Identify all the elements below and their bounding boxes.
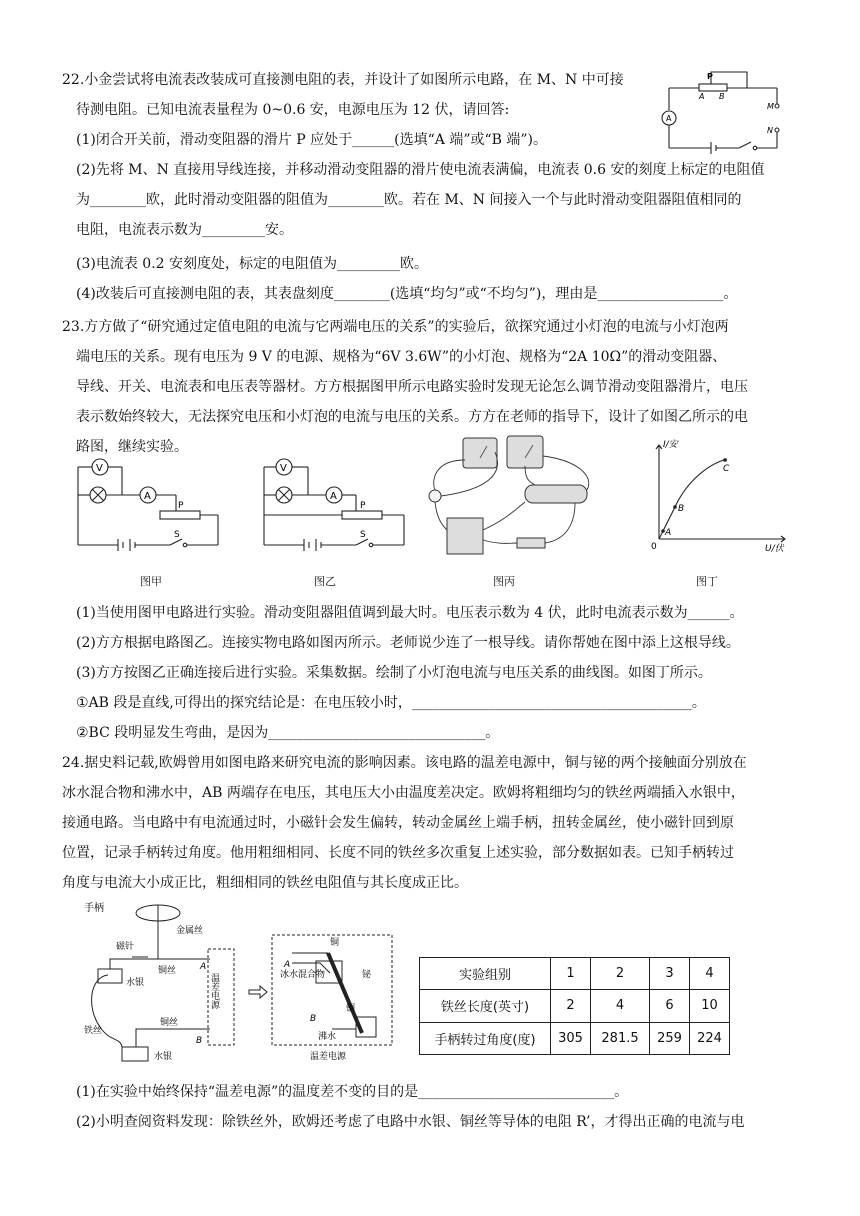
table-cell: 6 — [650, 990, 690, 1022]
q22-line-2: 待测电阻。已知电流表量程为 0~0.6 安，电源电压为 12 伏，请回答: — [76, 102, 510, 118]
label-p: P — [707, 72, 713, 81]
table-cell: 2 — [551, 990, 591, 1022]
origin-label: 0 — [651, 542, 657, 552]
figure-jia-circuit — [70, 455, 230, 555]
q24-line-2: 冰水混合物和沸水中，AB 两端存在电压，其电压大小由温度差决定。欧姆将粗细均匀的铁丝两端插入水银中， — [62, 785, 745, 801]
ammeter-symbol: A — [330, 491, 337, 502]
slider-p-label: P — [178, 501, 184, 511]
boiling-water-label: 沸水 — [318, 1032, 337, 1042]
q22-sub-1: (1)闭合开关前，滑动变阻器的滑片 P 应处于______(选填“A 端”或“B 端”)。 — [76, 132, 548, 148]
iu-curve — [659, 459, 727, 539]
label-b: B — [719, 92, 725, 101]
table-cell: 4 — [590, 990, 649, 1022]
table-cell: 305 — [551, 1022, 591, 1054]
row-label: 铁丝长度(英寸) — [420, 990, 551, 1022]
q22-sub-3: (3)电流表 0.2 安刻度处，标定的电阻值为_________欧。 — [76, 256, 428, 272]
q23-line-3: 导线、开关、电流表和电压表等器材。方方根据图甲所示电路实验时发现无论怎么调节滑动变阻器滑片，电压 — [76, 379, 748, 395]
figure-ding-iu-graph — [645, 435, 795, 555]
q22-sub-2-cont2: 电阻，电流表示数为_________安。 — [76, 222, 293, 238]
terminal-a-label: A — [200, 962, 207, 972]
q22-sub-2-cont: 为________欧，此时滑动变阻器的阻值为________欧。若在 M、N 间接入一个与此时滑动变阻器阻值相同的 — [76, 192, 742, 208]
voltmeter-symbol: V — [96, 463, 103, 474]
table-cell: 259 — [650, 1022, 690, 1054]
arrow-icon — [248, 985, 268, 999]
slider-p-label: P — [360, 501, 366, 511]
caption-bing: 图丙 — [493, 575, 515, 588]
ohm-apparatus-diagram — [80, 897, 250, 1067]
bismuth-label: 铋 — [362, 970, 372, 980]
data-table — [419, 957, 730, 1055]
caption-yi: 图乙 — [314, 575, 336, 588]
table-cell: 2 — [590, 958, 649, 990]
copper-top-label: 铜 — [330, 938, 340, 948]
iron-wire-label: 铁丝 — [84, 1026, 103, 1036]
switch-s-label: S — [174, 530, 180, 540]
label-n: N — [767, 126, 773, 135]
q24-sub-2: (2)小明查阅资料发现：除铁丝外，欧姆还考虑了电路中水银、铜丝等导体的电阻 R’，才得出正确的电流与电 — [76, 1114, 745, 1130]
row-label: 手柄转过角度(度) — [420, 1022, 551, 1054]
q23-sub-3: (3)方方按图乙正确连接后进行实验。采集数据。绘制了小灯泡电流与电压关系的曲线图。如图丁所示。 — [76, 665, 712, 681]
q23-line-2: 端电压的关系。现有电压为 9 V 的电源、规格为“6V 3.6W”的小灯泡、规格为“2A 10Ω”的滑动变阻器、 — [76, 349, 727, 365]
table-row — [420, 990, 730, 1022]
q22-circuit-diagram — [655, 62, 795, 162]
terminal-a2-label: A — [284, 960, 291, 970]
terminal-b-label: B — [196, 1036, 203, 1046]
thermo-source-diagram — [270, 933, 396, 1063]
caption-ding: 图丁 — [696, 575, 718, 588]
q24-line-5: 角度与电流大小成正比，粗细相同的铁丝电阻值与其长度成正比。 — [62, 875, 468, 891]
q24-sub-1: (1)在实验中始终保持“温差电源”的温度差不变的目的是____________________________。 — [76, 1084, 629, 1100]
figure-bing-apparatus — [425, 430, 615, 565]
caption-jia: 图甲 — [140, 575, 162, 588]
q22-sub-2: (2)先将 M、N 直接用导线连接，并移动滑动变阻器的滑片使电流表满偏，电流表 0.6 安的刻度上标定的电阻值 — [76, 162, 765, 178]
q23-sub-1: (1)当使用图甲电路进行实验。滑动变阻器阻值调到最大时。电压表示数为 4 伏，此时电流表示数为______。 — [76, 605, 744, 621]
point-a-label: A — [665, 528, 672, 538]
metal-wire-label: 金属丝 — [176, 926, 204, 936]
terminal-b2-label: B — [310, 1014, 317, 1024]
figure-yi-circuit — [256, 455, 416, 555]
voltmeter-device — [463, 438, 497, 468]
battery-pack — [447, 518, 483, 554]
q24-line-3: 接通电路。当电路中有电流通过时，小磁针会发生偏转，转动金属丝上端手柄，扭转金属丝，使小磁针回到原 — [62, 815, 734, 831]
table-cell: 10 — [690, 990, 730, 1022]
rheostat-device — [525, 485, 587, 503]
q22-sub-4: (4)改装后可直接测电阻的表，其表盘刻度________(选填“均匀”或“不均匀”)，理由是__________________。 — [76, 286, 738, 302]
point-c-label: C — [723, 464, 730, 474]
ammeter-device — [507, 436, 543, 468]
table-row — [420, 958, 730, 990]
thermo-source-label: 温差电源 — [209, 973, 219, 1009]
handle-label: 手柄 — [84, 903, 104, 914]
thermo-source-caption: 温差电源 — [310, 1052, 347, 1062]
copper-wire-label-2: 铜丝 — [160, 1018, 179, 1028]
point-b-label: B — [678, 504, 685, 514]
table-cell: 4 — [690, 958, 730, 990]
ammeter-symbol: A — [144, 491, 151, 502]
table-cell: 281.5 — [590, 1022, 649, 1054]
needle-label: 磁针 — [116, 942, 135, 952]
q23-line-5: 路图，继续实验。 — [76, 439, 188, 455]
ammeter-symbol: A — [666, 114, 672, 123]
x-axis-label: U/伏 — [765, 544, 784, 554]
q24-line-4: 位置，记录手柄转过角度。他用粗细相同、长度不同的铁丝多次重复上述实验，部分数据如表。已知手柄转过 — [62, 845, 734, 861]
table-cell: 3 — [650, 958, 690, 990]
q22-line-1: 22.小金尝试将电流表改装成可直接测电阻的表，并设计了如图所示电路，在 M、N 中可接 — [62, 72, 624, 88]
q23-sub-3b: ②BC 段明显发生弯曲，是因为_______________________________。 — [76, 725, 500, 741]
q23-sub-3a: ①AB 段是直线,可得出的探究结论是：在电压较小时，________________________________________。 — [76, 695, 706, 711]
copper-bottom-label: 铜 — [346, 1004, 356, 1014]
ice-water-label: 冰水混合物 — [280, 970, 326, 980]
label-m: M — [767, 102, 774, 111]
mercury-label-1: 水银 — [126, 978, 145, 988]
label-a: A — [699, 92, 705, 101]
q24-line-1: 24.据史料记载,欧姆曾用如图电路来研究电流的影响因素。该电路的温差电源中，铜与铋的两个接触面分别放在 — [62, 755, 747, 771]
switch-s-label: S — [360, 530, 366, 540]
switch-device — [517, 538, 545, 548]
q23-line-1: 23.方方做了“研究通过定值电阻的电流与它两端电压的关系”的实验后，欲探究通过小灯泡的电流与小灯泡两 — [62, 319, 729, 335]
voltmeter-symbol: V — [280, 463, 287, 474]
table-row — [420, 1022, 730, 1054]
bulb-device — [429, 490, 441, 502]
mercury-label-2: 水银 — [154, 1052, 173, 1062]
q23-sub-2: (2)方方根据电路图乙。连接实物电路如图丙所示。老师说少连了一根导线。请你帮她在图中添上这根导线。 — [76, 635, 740, 651]
table-cell: 1 — [551, 958, 591, 990]
table-cell: 224 — [690, 1022, 730, 1054]
q23-line-4: 表示数始终较大，无法探究电压和小灯泡的电流与电压的关系。方方在老师的指导下，设计了如图乙所示的电 — [76, 409, 748, 425]
copper-wire-label-1: 铜丝 — [158, 966, 177, 976]
y-axis-label: I/安 — [663, 440, 678, 450]
row-label: 实验组别 — [420, 958, 551, 990]
